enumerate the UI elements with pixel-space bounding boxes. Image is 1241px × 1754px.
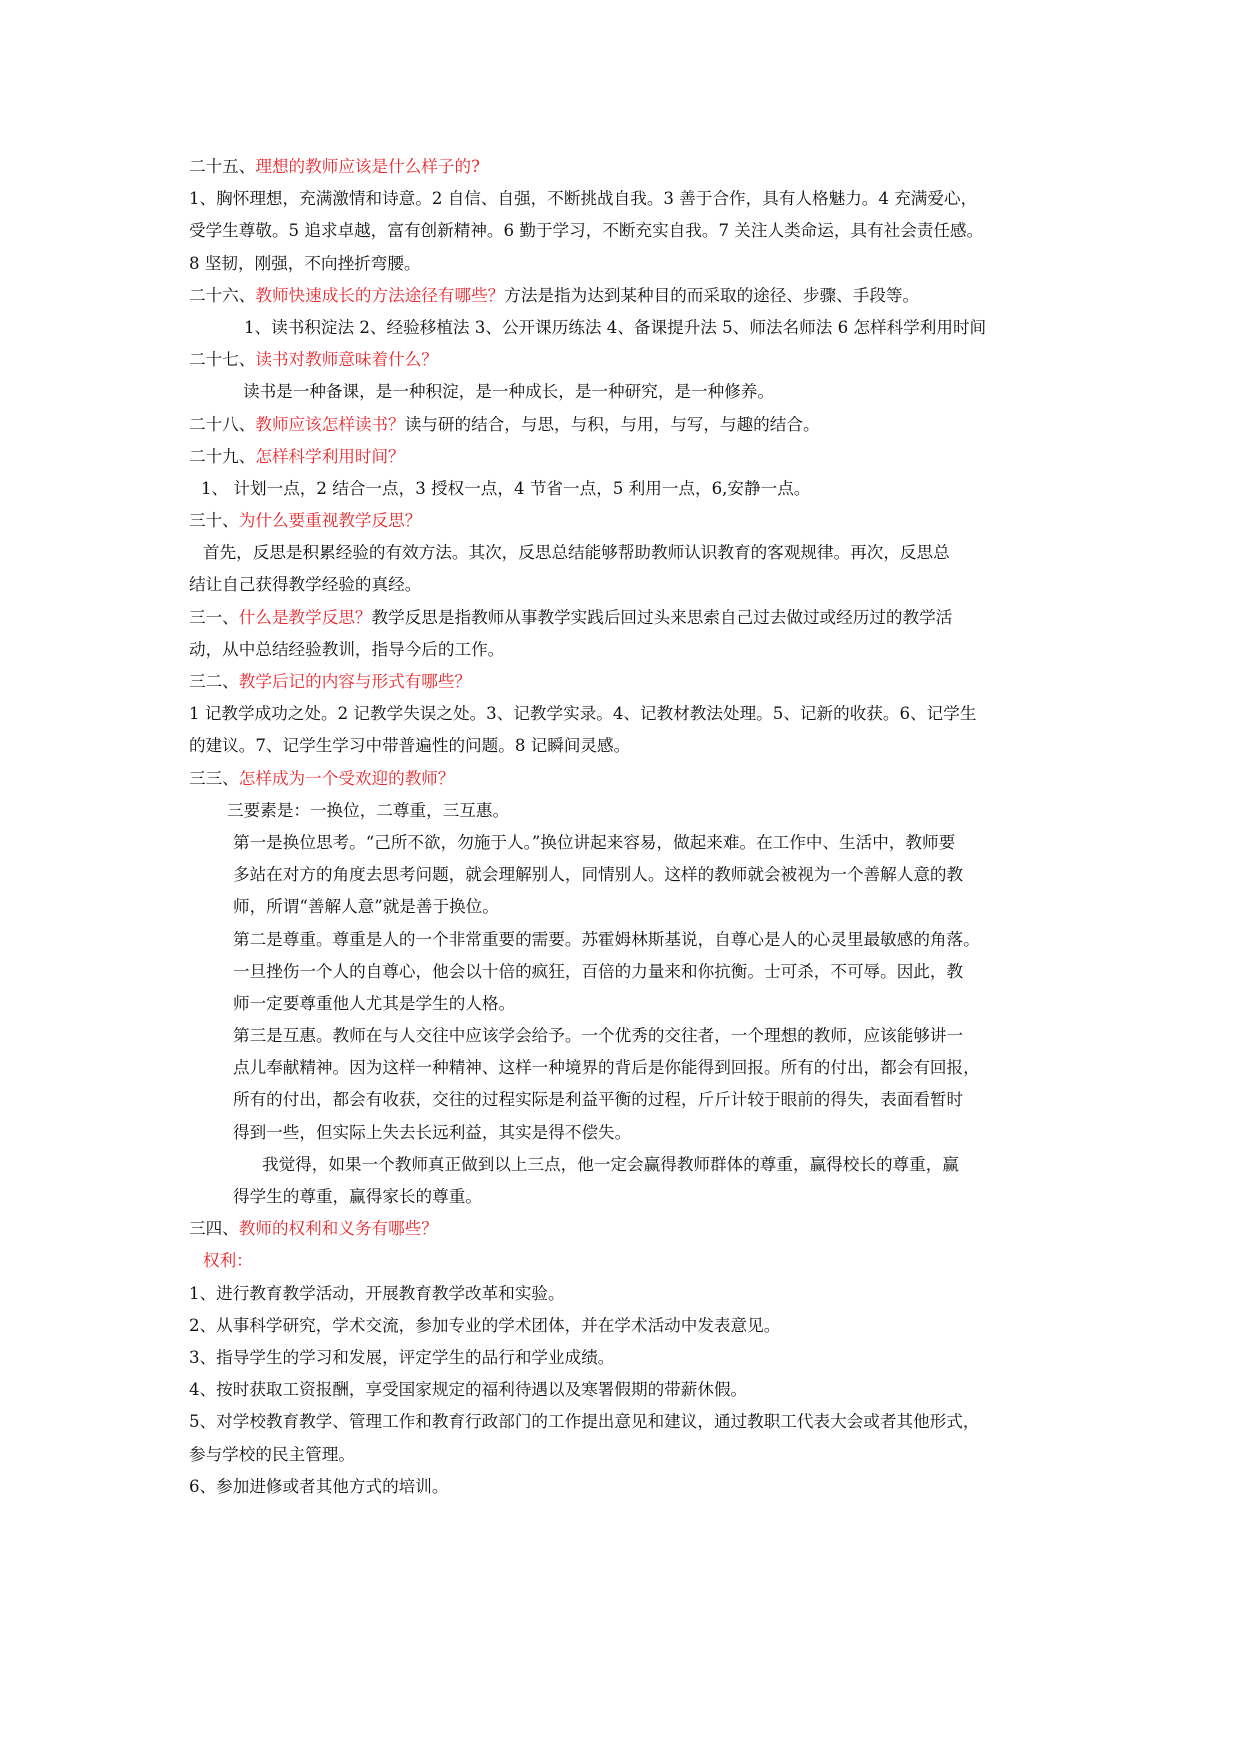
text-line: 一旦挫伤一个人的自尊心，他会以十倍的疯狂，百倍的力量来和你抗衡。士可杀，不可辱。因此，教 bbox=[233, 961, 964, 981]
question-heading bbox=[189, 409, 1069, 441]
question-number: 二十七、 bbox=[189, 350, 256, 370]
question-number: 三十、 bbox=[189, 511, 239, 531]
question-text: 怎样科学利用时间？ bbox=[255, 446, 405, 466]
text-line: 第二是尊重。尊重是人的一个非常重要的需要。苏霍姆林斯基说，自尊心是人的心灵里最敏感的角落。 bbox=[233, 929, 980, 949]
text-line: 受学生尊敬。5 追求卓越，富有创新精神。6 勤于学习，不断充实自我。7 关注人类命运，具有社会责任感。 bbox=[189, 221, 984, 241]
question-heading bbox=[189, 602, 1069, 634]
text-line: 第三是互惠。教师在与人交往中应该学会给予。一个优秀的交往者，一个理想的教师，应该能够讲一 bbox=[233, 1026, 964, 1046]
question-text: 怎样成为一个受欢迎的教师？ bbox=[238, 768, 455, 788]
question-number: 二十六、 bbox=[189, 285, 256, 305]
question-number: 三四、 bbox=[189, 1219, 239, 1239]
question-text: 教师的权利和义务有哪些？ bbox=[238, 1219, 438, 1239]
question-heading bbox=[189, 1213, 1069, 1245]
text-line: 点儿奉献精神。因为这样一种精神、这样一种境界的背后是你能得到回报。所有的付出，都会有回报， bbox=[233, 1058, 980, 1078]
question-text: 为什么要重视教学反思？ bbox=[238, 511, 422, 531]
question-heading bbox=[189, 344, 1069, 376]
text-line: 1、胸怀理想，充满激情和诗意。2 自信、自强，不断挑战自我。3 善于合作，具有人格魅力。4 充满爱心， bbox=[189, 189, 978, 209]
rights-label: 权利： bbox=[203, 1251, 253, 1271]
text-line: 动，从中总结经验教训，指导今后的工作。 bbox=[189, 639, 505, 659]
question-heading bbox=[189, 151, 1069, 183]
list-item: 5、对学校教育教学、管理工作和教育行政部门的工作提出意见和建议，通过教职工代表大会或者其他形式， bbox=[189, 1412, 980, 1432]
text-line: 多站在对方的角度去思考问题，就会理解别人，同情别人。这样的教师就会被视为一个善解人意的教 bbox=[233, 865, 964, 885]
list-item: 2、从事科学研究，学术交流，参加专业的学术团体，并在学术活动中发表意见。 bbox=[189, 1315, 781, 1335]
text-line: 师一定要尊重他人尤其是学生的人格。 bbox=[233, 993, 516, 1013]
text-line: 三要素是：一换位，二尊重，三互惠。 bbox=[227, 800, 510, 820]
list-item: 3、指导学生的学习和发展，评定学生的品行和学业成绩。 bbox=[189, 1347, 615, 1367]
question-answer-inline: 教学反思是指教师从事教学实践后回过头来思索自己过去做过或经历过的教学活 bbox=[371, 607, 953, 627]
question-number: 二十五、 bbox=[189, 157, 256, 176]
text-line: 1、读书积淀法 2、经验移植法 3、公开课历练法 4、备课提升法 5、师法名师法 6 怎样科学利用时间 bbox=[244, 317, 987, 337]
question-number: 三二、 bbox=[189, 672, 239, 691]
text-line: 读书是一种备课，是一种积淀，是一种成长，是一种研究，是一种修养。 bbox=[243, 382, 774, 402]
question-text: 教学后记的内容与形式有哪些？ bbox=[238, 672, 472, 691]
question-text: 理想的教师应该是什么样子的? bbox=[255, 157, 480, 176]
question-heading bbox=[189, 763, 1069, 795]
list-item: 参与学校的民主管理。 bbox=[189, 1444, 355, 1464]
text-line: 8 坚韧，刚强，不向挫折弯腰。 bbox=[189, 253, 421, 273]
text-line: 所有的付出，都会有收获，交往的过程实际是利益平衡的过程，斤斤计较于眼前的得失，表面看暂时 bbox=[233, 1090, 964, 1110]
question-text: 什么是教学反思？ bbox=[238, 607, 372, 627]
list-item: 1、进行教育教学活动，开展教育教学改革和实验。 bbox=[189, 1283, 565, 1303]
text-line: 1、 计划一点，2 结合一点，3 授权一点，4 节省一点，5 利用一点，6,安静一点。 bbox=[201, 478, 811, 498]
text-line: 我觉得，如果一个教师真正做到以上三点，他一定会赢得教师群体的尊重，赢得校长的尊重，赢 bbox=[262, 1154, 959, 1174]
list-item: 6、参加进修或者其他方式的培训。 bbox=[189, 1476, 449, 1496]
question-number: 三三、 bbox=[189, 768, 239, 788]
question-text: 教师应该怎样读书？ bbox=[255, 414, 405, 434]
question-heading bbox=[189, 505, 1069, 537]
text-line: 结让自己获得教学经验的真经。 bbox=[189, 575, 422, 595]
question-text: 教师快速成长的方法途径有哪些？ bbox=[255, 285, 505, 305]
text-line: 得到一些，但实际上失去长远利益，其实是得不偿失。 bbox=[233, 1122, 632, 1142]
question-text: 读书对教师意味着什么？ bbox=[255, 350, 438, 370]
document-body bbox=[189, 151, 1069, 1503]
question-number: 三一、 bbox=[189, 607, 239, 627]
list-item: 4、按时获取工资报酬，享受国家规定的福利待遇以及寒署假期的带薪休假。 bbox=[189, 1380, 748, 1400]
question-number: 二十九、 bbox=[189, 446, 256, 466]
text-line: 首先，反思是积累经验的有效方法。其次，反思总结能够帮助教师认识教育的客观规律。再次，反思总 bbox=[203, 543, 950, 563]
text-line: 的建议。7、记学生学习中带普遍性的问题。8 记瞬间灵感。 bbox=[189, 736, 631, 756]
question-answer-inline: 读与研的结合，与思，与积，与用，与写，与趣的结合。 bbox=[404, 414, 820, 434]
question-heading bbox=[189, 441, 1069, 473]
question-number: 二十八、 bbox=[189, 414, 256, 434]
text-line: 得学生的尊重，赢得家长的尊重。 bbox=[233, 1187, 482, 1206]
question-heading bbox=[189, 666, 1069, 698]
text-line: 1 记教学成功之处。2 记教学失误之处。3、记教学实录。4、记教材教法处理。5、记新的收获。6、记学生 bbox=[189, 704, 977, 724]
text-line: 师，所谓“善解人意”就是善于换位。 bbox=[233, 897, 499, 917]
question-heading bbox=[189, 280, 1069, 312]
question-answer-inline: 方法是指为达到某种目的而采取的途径、步骤、手段等。 bbox=[504, 285, 920, 305]
text-line: 第一是换位思考。“己所不欲，勿施于人。”换位讲起来容易，做起来难。在工作中、生活中，教师要 bbox=[233, 832, 956, 852]
